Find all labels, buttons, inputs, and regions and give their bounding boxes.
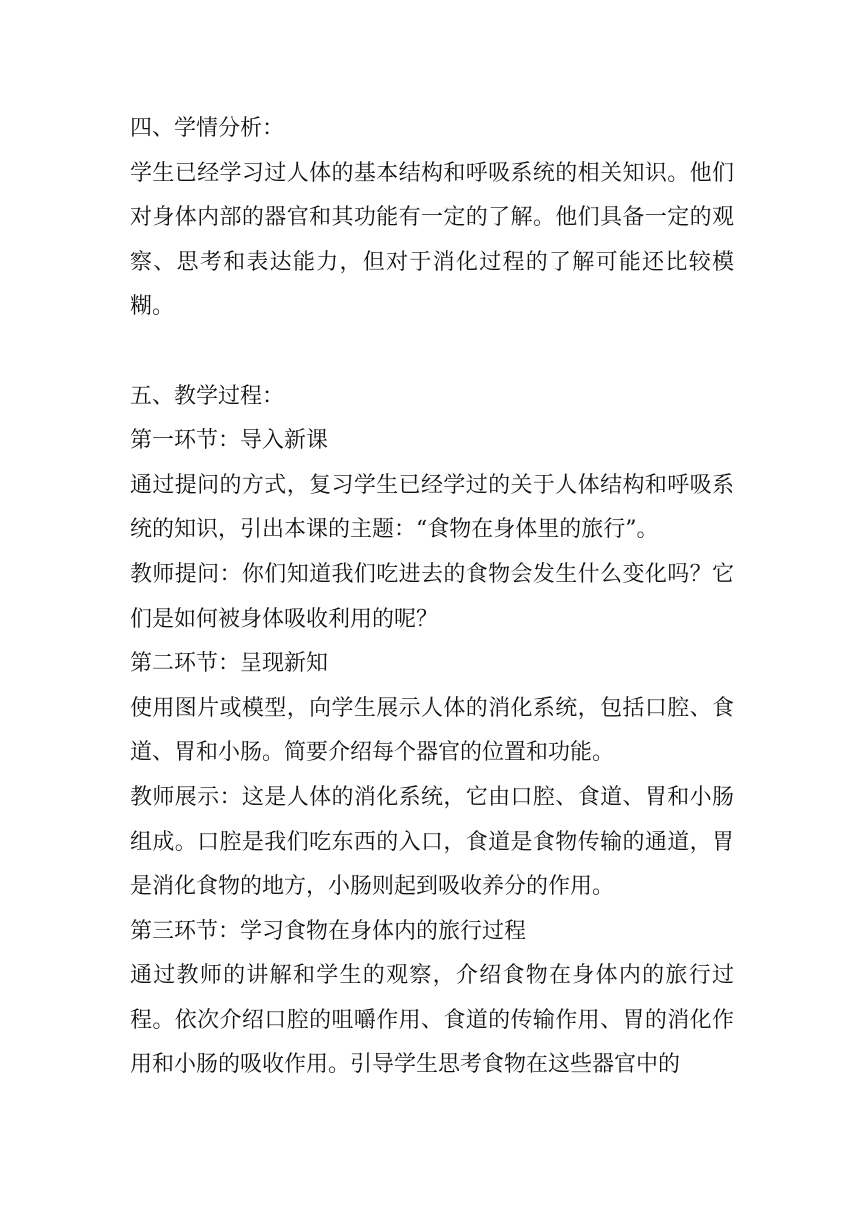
paragraph-stage-2-body: 使用图片或模型，向学生展示人体的消化系统，包括口腔、食道、胃和小肠。简要介绍每个器官的位置和功能。 — [130, 695, 734, 766]
paragraph-learner-analysis: 学生已经学习过人体的基本结构和呼吸系统的相关知识。他们对身体内部的器官和其功能有一定的了解。他们具备一定的观察、思考和表达能力，但对于消化过程的了解可能还比较模糊。 — [130, 160, 734, 320]
section-heading-teaching-process: 五、教学过程： — [130, 383, 285, 409]
stage-title-3: 第三环节：学习食物在身体内的旅行过程 — [130, 918, 527, 944]
stage-title-1: 第一环节：导入新课 — [130, 428, 329, 454]
stage-title-2: 第二环节：呈现新知 — [130, 651, 329, 677]
paragraph-stage-2-teacher: 教师展示：这是人体的消化系统，它由口腔、食道、胃和小肠组成。口腔是我们吃东西的入口，食道是食物传输的通道，胃是消化食物的地方，小肠则起到吸收养分的作用。 — [130, 784, 734, 900]
paragraph-stage-1-body: 通过提问的方式，复习学生已经学过的关于人体结构和呼吸系统的知识，引出本课的主题：“食物在身体里的旅行”。 — [130, 472, 734, 543]
document-content — [130, 107, 734, 1088]
paragraph-stage-3-body: 通过教师的讲解和学生的观察，介绍食物在身体内的旅行过程。依次介绍口腔的咀嚼作用、食道的传输作用、胃的消化作用和小肠的吸收作用。引导学生思考食物在这些器官中的 — [130, 963, 734, 1078]
paragraph-gap — [130, 330, 734, 375]
paragraph-stage-1-teacher: 教师提问：你们知道我们吃进去的食物会发生什么变化吗？它们是如何被身体吸收利用的呢？ — [130, 561, 734, 632]
section-heading-learner-analysis: 四、学情分析： — [130, 116, 285, 141]
